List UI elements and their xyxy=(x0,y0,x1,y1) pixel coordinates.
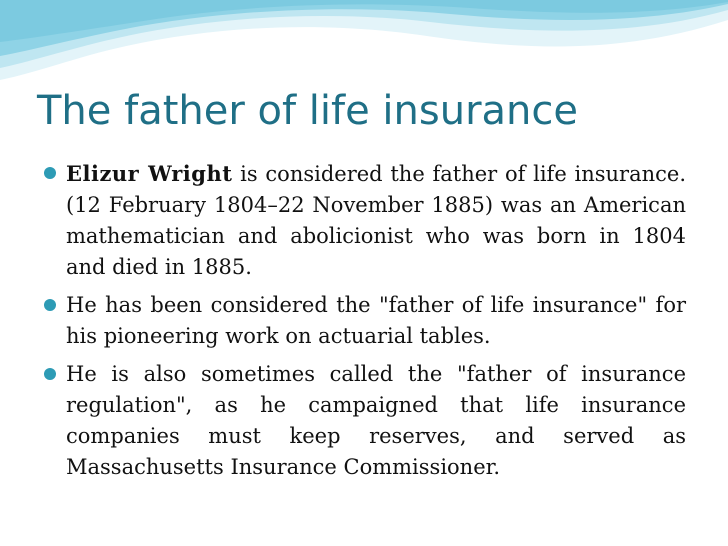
bullet-icon xyxy=(44,167,56,179)
bullet-icon xyxy=(44,299,56,311)
bullet-icon xyxy=(44,368,56,380)
header-wave-decoration xyxy=(0,0,728,90)
bullet-item-3 xyxy=(44,359,686,483)
bullet-text: is considered the father of life insurance. (12 February 1804–22 November 1885) was an American mathematician and abolicionist who was born in 1804 and died in 1885. xyxy=(66,162,686,279)
person-name: Elizur Wright xyxy=(66,161,233,186)
bullet-item-2 xyxy=(44,290,686,352)
slide-title: The father of life insurance xyxy=(37,88,578,134)
bullet-text: He is also sometimes called the "father of insurance regulation", as he campaigned that life insurance companies must keep reserves, and served as Massachusetts Insurance Commissioner. xyxy=(66,362,686,479)
bullet-list xyxy=(44,158,686,490)
bullet-text: He has been considered the "father of life insurance" for his pioneering work on actuarial tables. xyxy=(66,293,686,348)
bullet-item-1 xyxy=(44,158,686,283)
